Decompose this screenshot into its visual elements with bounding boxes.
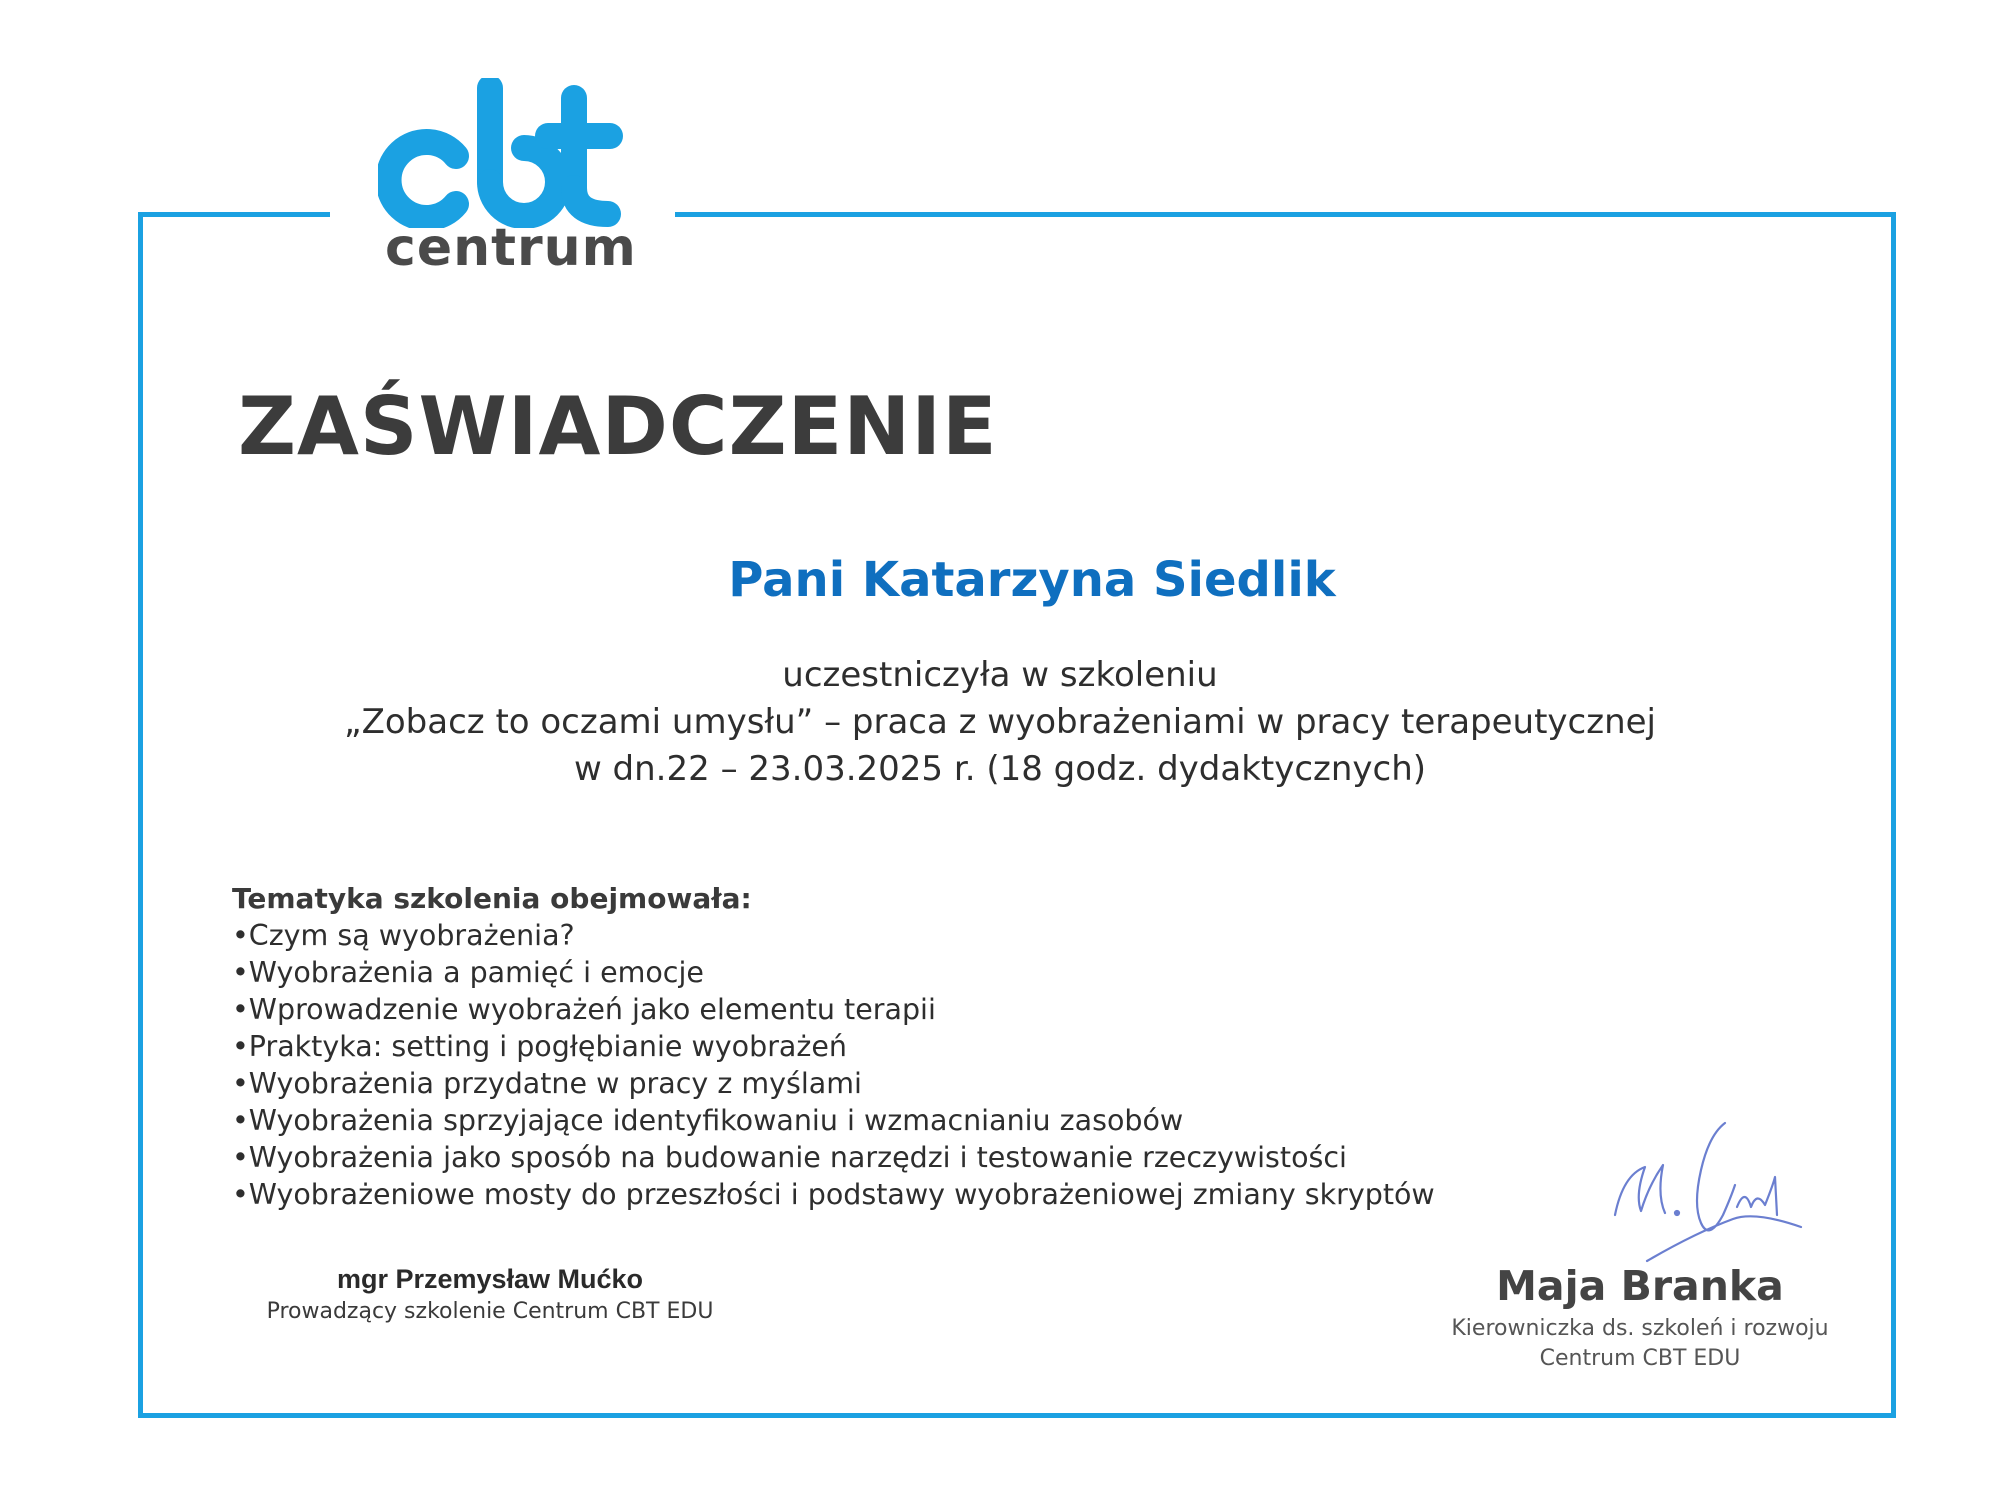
director-name: Maja Branka — [1496, 1262, 1784, 1310]
director-signature-block — [1400, 1258, 1880, 1374]
list-item: •Praktyka: setting i pogłębianie wyobrażeń — [232, 1030, 847, 1063]
list-item: •Czym są wyobrażenia? — [232, 919, 575, 952]
certificate-title: ZAŚWIADCZENIE — [238, 380, 998, 473]
list-item: •Wyobrażenia jako sposób na budowanie narzędzi i testowanie rzeczywistości — [232, 1141, 1347, 1174]
cbt-centrum-logo — [378, 78, 638, 283]
list-item: •Wprowadzenie wyobrażeń jako elementu terapii — [232, 993, 936, 1026]
cbt-logo-mark — [378, 78, 638, 228]
participation-statement: uczestniczyła w szkoleniu — [782, 655, 1218, 695]
handwritten-signature — [1605, 1115, 1805, 1265]
list-item: •Wyobrażenia przydatne w pracy z myślami — [232, 1067, 862, 1100]
trainer-role: Prowadzący szkolenie Centrum CBT EDU — [266, 1299, 714, 1324]
training-dates: w dn.22 – 23.03.2025 r. (18 godz. dydaktycznych) — [573, 749, 1427, 789]
recipient-name: Pani Katarzyna Siedlik — [728, 552, 1336, 608]
list-item: •Wyobrażenia sprzyjające identyfikowaniu i wzmacnianiu zasobów — [232, 1104, 1184, 1137]
topics-heading: Tematyka szkolenia obejmowała: — [232, 882, 752, 915]
trainer-signature-block — [220, 1262, 760, 1328]
logo-wordmark: centrum — [385, 218, 637, 278]
trainer-name: mgr Przemysław Mućko — [336, 1264, 644, 1294]
list-item: •Wyobrażenia a pamięć i emocje — [232, 956, 704, 989]
director-role: Kierowniczka ds. szkoleń i rozwoju — [1451, 1316, 1829, 1341]
topics-list — [232, 917, 1435, 1213]
training-title: „Zobacz to oczami umysłu” – praca z wyobrażeniami w pracy terapeutycznej — [343, 702, 1657, 742]
director-organization: Centrum CBT EDU — [1539, 1346, 1741, 1371]
topics-section — [232, 880, 1435, 1213]
list-item: •Wyobrażeniowe mosty do przeszłości i podstawy wyobrażeniowej zmiany skryptów — [232, 1178, 1435, 1211]
